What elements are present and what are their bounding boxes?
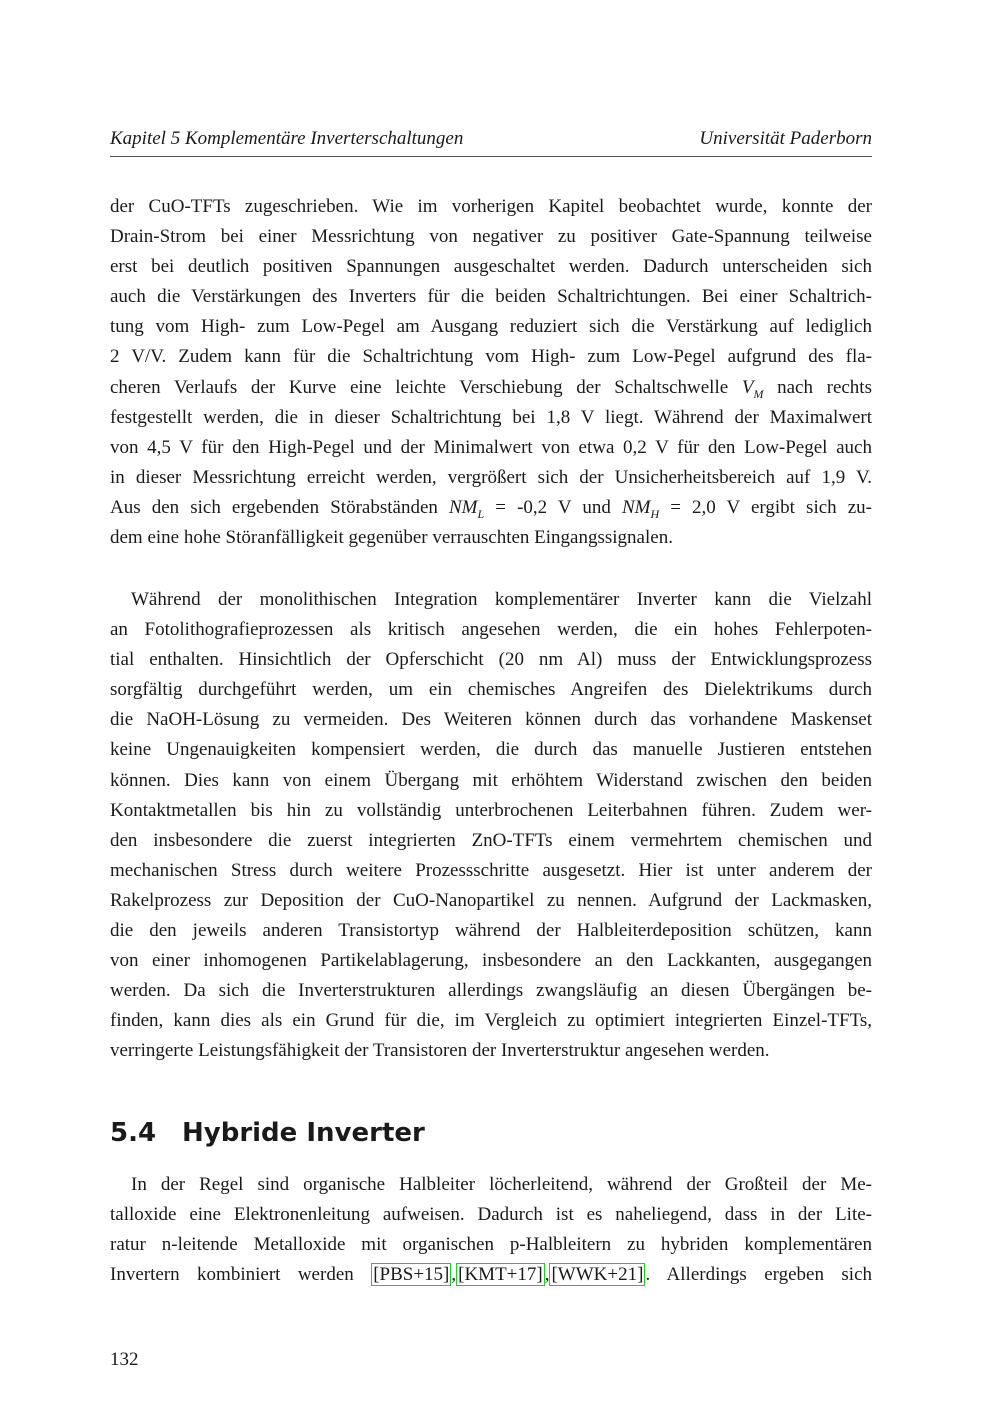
- text-line: von einer inhomogenen Partikelablagerung, insbesondere an den Lackkanten, ausgegangen: [110, 950, 872, 972]
- text-line: Kontaktmetallen bis hin zu vollständig unterbrochenen Leiterbahnen führen. Zudem wer-: [110, 799, 872, 821]
- text-line: sorgfältig durchgeführt werden, um ein chemisches Angreifen des Dielektrikums durch: [110, 679, 872, 701]
- text-line: können. Dies kann von einem Übergang mit erhöhtem Widerstand zwischen den beiden: [110, 769, 872, 791]
- math-symbol: $V_M$: [741, 376, 764, 401]
- text-line: der CuO-TFTs zugeschrieben. Wie im vorherigen Kapitel beobachtet wurde, konnte der: [110, 196, 872, 217]
- chapter-title: Kapitel 5 Komplementäre Inverterschaltungen: [110, 128, 464, 149]
- section-heading: [110, 1118, 425, 1148]
- text-line-with-math: Aus den sich ergebenden Störabständen $NM_L = -0,2$ V und $NM_H = 2,0$ V ergibt sich zu-: [110, 496, 873, 521]
- text-line-with-citations: Invertern kombiniert werden [PBS+15] , [KMT+17] , [WWK+21] . Allerdings ergeben sich: [110, 1264, 872, 1286]
- text-run: Invertern kombiniert werden: [110, 1264, 354, 1286]
- text-line: verringerte Leistungsfähigkeit der Transistoren der Inverterstruktur angesehen werden.: [110, 1040, 770, 1062]
- text-line: keine Ungenauigkeiten kompensiert werden, die durch das manuelle Justieren entstehen: [110, 739, 872, 761]
- text-line: Während der monolithischen Integration komplementärer Inverter kann die Vielzahl: [131, 589, 872, 610]
- text-line: von 4,5 V für den High-Pegel und der Minimalwert von etwa 0,2 V für den Low-Pegel auch: [110, 436, 872, 458]
- text-run: . Allerdings ergeben sich: [645, 1264, 872, 1286]
- paragraph-2: [110, 585, 872, 1067]
- text-line: festgestellt werden, die in dieser Schaltrichtung bei 1,8 V liegt. Während der Maximalwert: [110, 406, 872, 428]
- text-line: talloxide eine Elektronenleitung aufweisen. Dadurch ist es naheliegend, dass in der Lite-: [110, 1204, 872, 1226]
- text-line: tial enthalten. Hinsichtlich der Opferschicht (20 nm Al) muss der Entwicklungsprozess: [110, 649, 872, 671]
- text-line: In der Regel sind organische Halbleiter löcherleitend, während der Großteil der Me-: [131, 1174, 872, 1195]
- text-line: erst bei deutlich positiven Spannungen ausgeschaltet werden. Dadurch unterscheiden sich: [110, 256, 872, 278]
- text-line: ratur n-leitende Metalloxide mit organischen p-Halbleitern zu hybriden komplementären: [110, 1234, 872, 1256]
- text-line: 2 V/V. Zudem kann für die Schaltrichtung vom High- zum Low-Pegel aufgrund des fla-: [110, 346, 872, 368]
- paragraph-1: [110, 192, 872, 553]
- text-line-with-math: cheren Verlaufs der Kurve eine leichte Verschiebung der Schaltschwelle $V_M$ nach rechts: [110, 376, 872, 401]
- math-symbol: $NM_H$: [621, 496, 660, 521]
- section-title: Hybride Inverter: [182, 1118, 425, 1148]
- paragraph-3: [110, 1170, 872, 1290]
- text-line: in dieser Messrichtung erreicht werden, vergrößert sich der Unsicherheitsbereich auf 1,9 V.: [110, 466, 872, 488]
- text-line: auch die Verstärkungen des Inverters für die beiden Schaltrichtungen. Bei einer Schaltrich-: [110, 286, 872, 308]
- institution-name: Universität Paderborn: [699, 128, 872, 149]
- text-line: finden, kann dies als ein Grund für die, im Vergleich zu optimiert integrierten Einzel-TFTs,: [110, 1010, 872, 1032]
- text-line: Drain-Strom bei einer Messrichtung von negativer zu positiver Gate-Spannung teilweise: [110, 226, 872, 248]
- text-line: die NaOH-Lösung zu vermeiden. Des Weiteren können durch das vorhandene Maskenset: [110, 709, 872, 731]
- citation-link[interactable]: [PBS+15]: [373, 1264, 450, 1286]
- text-line: Rakelprozess zur Deposition der CuO-Nanopartikel zu nennen. Aufgrund der Lackmasken,: [110, 889, 872, 911]
- section-number: 5.4: [110, 1118, 157, 1148]
- text-line: die den jeweils anderen Transistortyp während der Halbleiterdeposition schützen, kann: [110, 920, 872, 942]
- text-line: mechanischen Stress durch weitere Prozessschritte ausgesetzt. Hier ist unter anderem der: [110, 859, 872, 881]
- text-line: dem eine hohe Störanfälligkeit gegenüber verrauschten Eingangssignalen.: [110, 527, 673, 549]
- citation-link[interactable]: [KMT+17]: [458, 1264, 543, 1286]
- text-line: tung vom High- zum Low-Pegel am Ausgang reduziert sich die Verstärkung auf lediglich: [110, 316, 872, 338]
- math-symbol: $NM_L$: [448, 496, 485, 521]
- text-line: werden. Da sich die Inverterstrukturen allerdings zwangsläufig an diesen Übergängen be-: [110, 980, 872, 1002]
- running-header: [110, 128, 872, 157]
- citation-link[interactable]: [WWK+21]: [551, 1264, 644, 1286]
- text-line: an Fotolithografieprozessen als kritisch angesehen werden, die ein hohes Fehlerpoten-: [110, 619, 872, 641]
- text-line: den insbesondere die zuerst integrierten ZnO-TFTs einem vermehrtem chemischen und: [110, 829, 872, 851]
- page-number: 132: [110, 1349, 139, 1370]
